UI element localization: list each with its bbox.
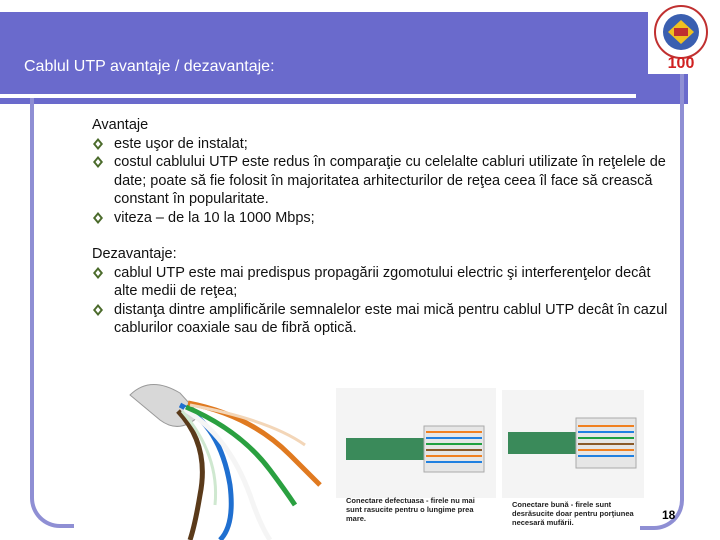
institution-logo <box>648 2 714 74</box>
list-item <box>92 301 672 338</box>
header-band <box>0 12 688 104</box>
content-area <box>92 116 672 338</box>
advantages-list <box>92 135 672 228</box>
diamond-bullet-icon <box>92 137 104 151</box>
diamond-bullet-icon <box>92 211 104 225</box>
list-item <box>92 153 672 209</box>
advantage-text: viteza – de la 10 la 1000 Mbps; <box>114 209 315 226</box>
logo-number: 100 <box>667 55 695 72</box>
diamond-bullet-icon <box>92 266 104 280</box>
disadvantages-heading: Dezavantaje: <box>92 246 177 262</box>
frame-left-decoration <box>30 98 74 528</box>
logo-emblem-icon <box>648 2 714 74</box>
spacer <box>92 227 672 245</box>
disadvantage-text: cablul UTP este mai predispus propagării zgomotului electric şi interferenţelor decât alte medii de reţea; <box>114 264 651 299</box>
utp-cable-photo <box>120 375 340 540</box>
diamond-bullet-icon <box>92 155 104 169</box>
advantages-heading: Avantaje <box>92 117 149 133</box>
caption-bad-connection: Conectare defectuasa - firele nu mai sunt rasucite pentru o lungime prea mare. <box>346 496 475 523</box>
advantage-text: este uşor de instalat; <box>114 135 248 152</box>
disadvantage-text: distanţa dintre amplificările semnalelor este mai mică pentru cablul UTP decât în cazul cablurilor coaxiale sau de fibră optică. <box>114 301 668 336</box>
disadvantages-list <box>92 264 672 338</box>
list-item <box>92 135 672 154</box>
advantage-text: costul cablului UTP este redus în comparaţie cu celelalte cabluri utilizate în reţelele de date; poate să fie folosit în majoritatea arhitecturilor de reţea ceea îl face să crească constant în popularitate. <box>114 154 666 207</box>
slide-title: Cablul UTP avantaje / dezavantaje: <box>24 58 275 75</box>
list-item <box>92 209 672 228</box>
page-number: 18 <box>662 508 676 522</box>
caption-good-connection: Conectare bună - firele sunt desrăsucite doar pentru porţiunea necesară mufării. <box>512 500 634 527</box>
list-item <box>92 264 672 301</box>
header-divider <box>0 94 636 98</box>
diamond-bullet-icon <box>92 303 104 317</box>
